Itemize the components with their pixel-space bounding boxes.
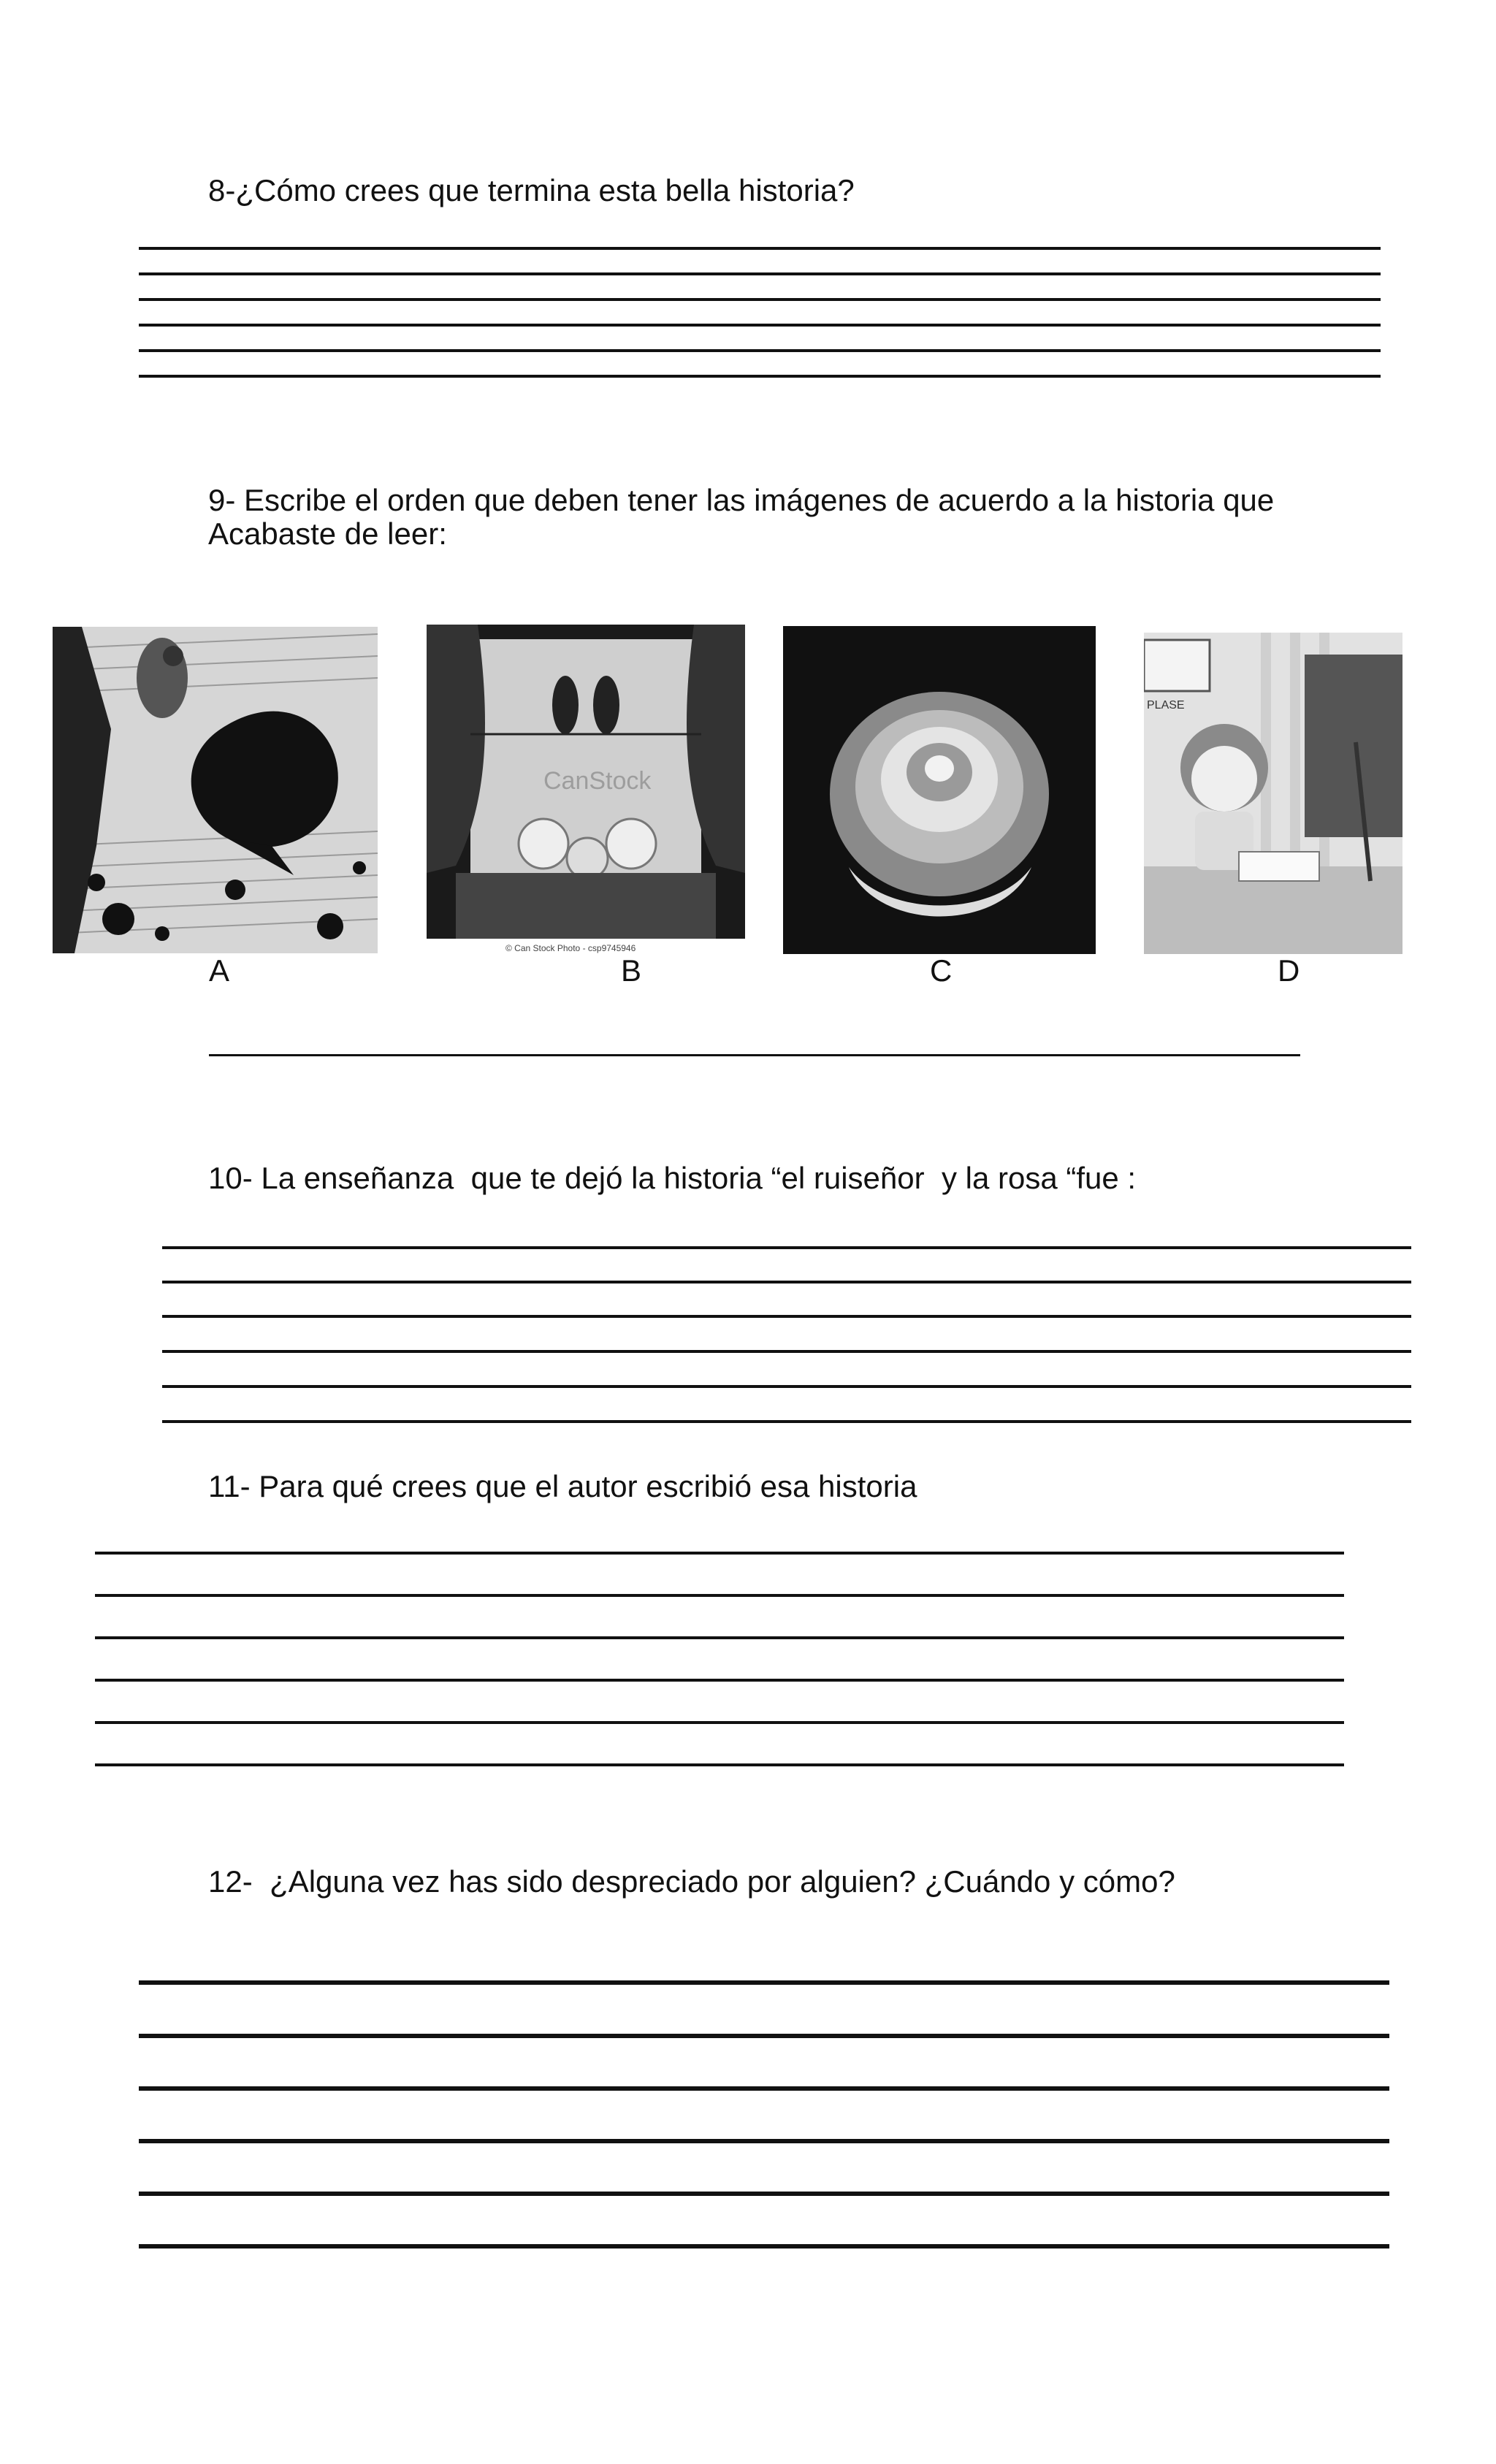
answer-line-8-5[interactable] <box>139 349 1381 352</box>
image-label-c: C <box>930 953 953 988</box>
image-label-b: B <box>621 953 642 988</box>
answer-line-11-6[interactable] <box>95 1763 1344 1766</box>
image-c-white-rose <box>783 626 1096 954</box>
answer-line-11-1[interactable] <box>95 1552 1344 1555</box>
answer-line-9[interactable] <box>209 1054 1300 1056</box>
image-b-caption: © Can Stock Photo - csp9745946 <box>505 943 636 953</box>
answer-line-10-4[interactable] <box>162 1350 1411 1353</box>
answer-line-10-6[interactable] <box>162 1420 1411 1423</box>
answer-line-11-3[interactable] <box>95 1636 1344 1639</box>
question-9-line-2: Acabaste de leer: <box>208 516 447 551</box>
image-label-d: D <box>1278 953 1300 988</box>
answer-line-12-1[interactable] <box>139 1980 1389 1985</box>
image-d-sign: PLASE <box>1147 699 1185 712</box>
answer-line-12-2[interactable] <box>139 2034 1389 2038</box>
two-birds-window-icon <box>427 625 745 955</box>
answer-line-10-5[interactable] <box>162 1385 1411 1388</box>
question-9-line-1: 9- Escribe el orden que deben tener las imágenes de acuerdo a la historia que <box>208 483 1275 517</box>
answer-line-10-3[interactable] <box>162 1315 1411 1318</box>
image-a-nightingale-black-rose <box>53 627 378 953</box>
answer-line-11-4[interactable] <box>95 1679 1344 1682</box>
nightingale-and-black-rose-icon <box>53 627 378 953</box>
question-10: 10- La enseñanza que te dejó la historia “el ruiseñor y la rosa “fue : <box>208 1161 1137 1195</box>
question-11: 11- Para qué crees que el autor escribió esa historia <box>208 1469 917 1503</box>
answer-line-12-3[interactable] <box>139 2086 1389 2091</box>
white-rose-icon <box>783 626 1096 954</box>
question-12: 12- ¿Alguna vez has sido despreciado por alguien? ¿Cuándo y cómo? <box>208 1864 1175 1899</box>
answer-line-8-2[interactable] <box>139 272 1381 275</box>
answer-line-12-4[interactable] <box>139 2139 1389 2143</box>
image-label-a: A <box>209 953 230 988</box>
answer-line-10-1[interactable] <box>162 1246 1411 1249</box>
answer-line-8-3[interactable] <box>139 298 1381 301</box>
answer-line-12-5[interactable] <box>139 2192 1389 2196</box>
image-b-watermark: CanStock <box>543 767 652 795</box>
image-b-two-birds-window <box>427 625 745 955</box>
answer-line-8-6[interactable] <box>139 375 1381 378</box>
girl-studying-icon <box>1144 633 1402 954</box>
question-8: 8-¿Cómo crees que termina esta bella historia? <box>208 173 855 207</box>
answer-line-11-2[interactable] <box>95 1594 1344 1597</box>
answer-line-11-5[interactable] <box>95 1721 1344 1724</box>
answer-line-8-1[interactable] <box>139 247 1381 250</box>
answer-line-12-6[interactable] <box>139 2244 1389 2249</box>
answer-line-8-4[interactable] <box>139 324 1381 327</box>
image-d-girl-studying <box>1144 633 1402 954</box>
answer-line-10-2[interactable] <box>162 1281 1411 1284</box>
